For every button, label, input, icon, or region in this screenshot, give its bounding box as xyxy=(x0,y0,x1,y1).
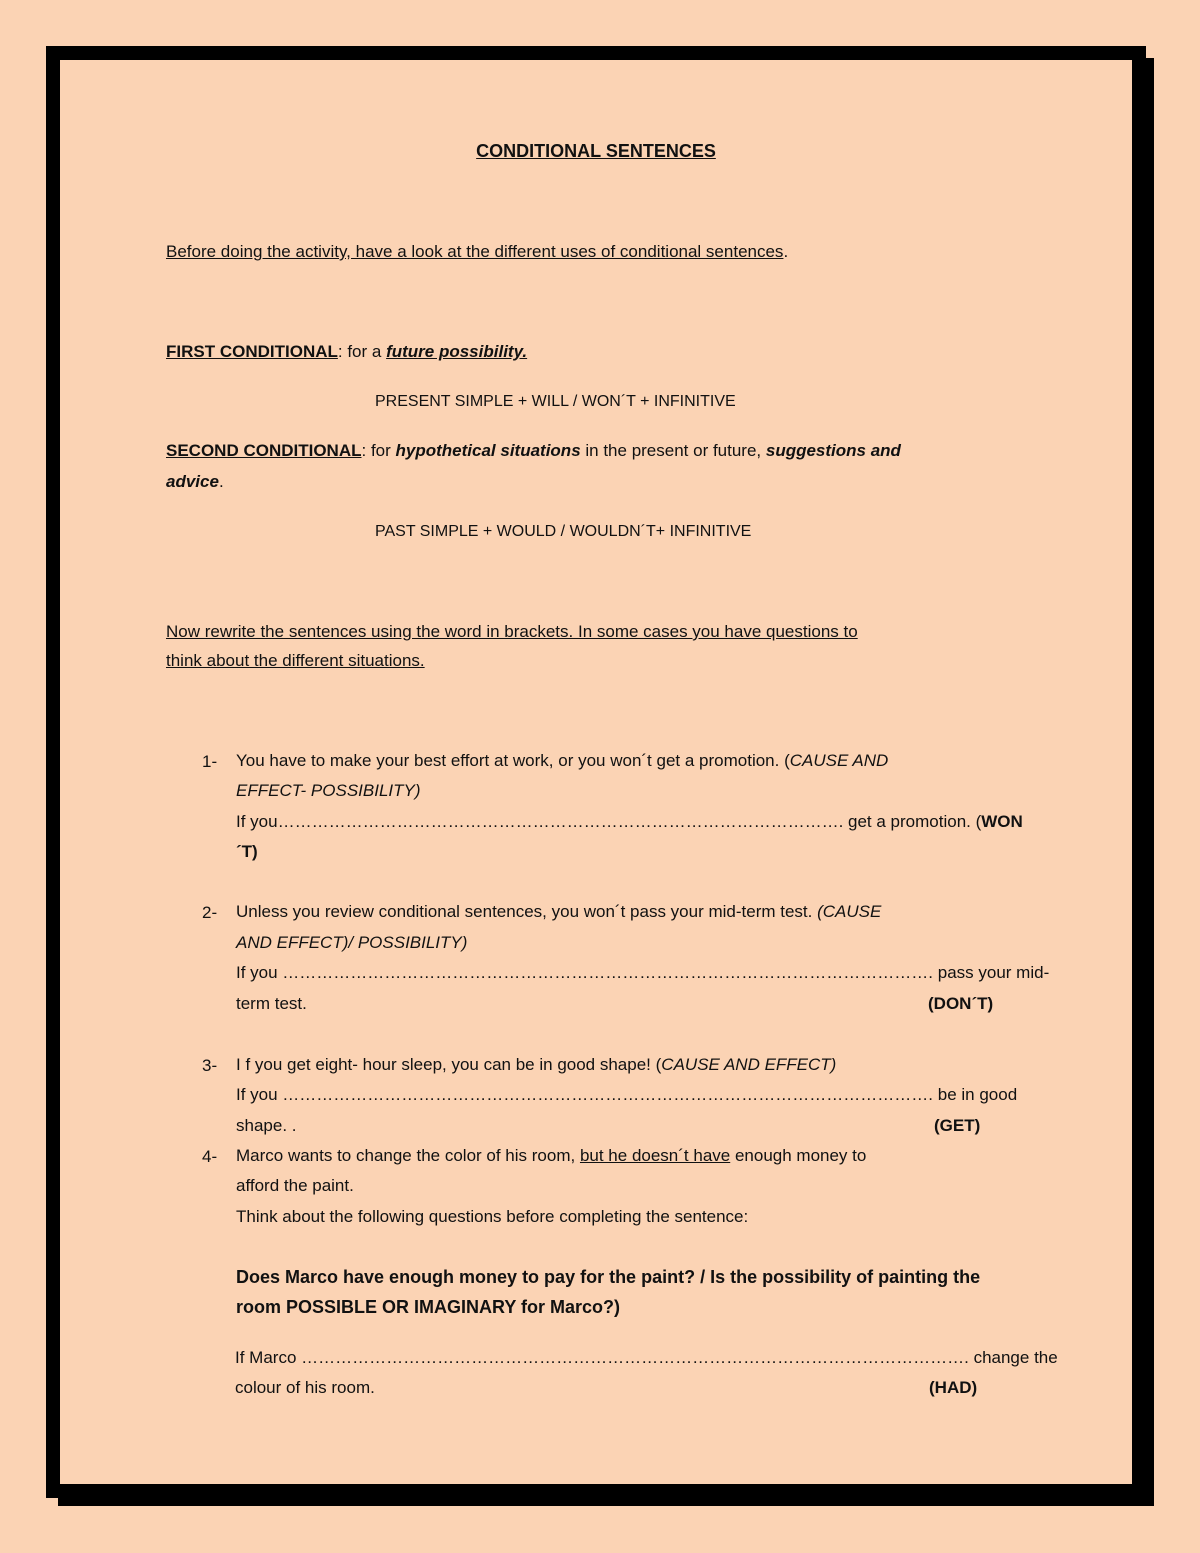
instructions-line-1: Now rewrite the sentences using the word in brackets. In some cases you have questions to xyxy=(166,622,858,641)
exercise-4-question-2: room POSSIBLE OR IMAGINARY for Marco?) xyxy=(236,1297,621,1317)
exercise-1-answer[interactable]: If you………………………………………………………………………………………. get a promotion. (WON xyxy=(236,812,1023,831)
exercise-4-word: (HAD) xyxy=(929,1378,978,1397)
exercise-1-prompt-2: EFFECT- POSSIBILITY) xyxy=(236,781,421,800)
exercise-4-number: 4- xyxy=(202,1147,218,1166)
exercise-3-answer[interactable]: If you ……………………………………………………………………………………………………. be in good xyxy=(236,1085,1018,1104)
second-conditional-label: SECOND CONDITIONAL xyxy=(166,441,362,460)
exercise-3-prompt: I f you get eight- hour sleep, you can be in good shape! (CAUSE AND EFFECT) xyxy=(236,1055,837,1074)
second-conditional-line-2: advice. xyxy=(166,472,224,491)
exercise-4-prompt: Marco wants to change the color of his room, but he doesn´t have enough money to xyxy=(236,1146,867,1165)
exercise-4-answer[interactable]: If Marco ………………………………………………………………………………………………………. change the xyxy=(235,1348,1058,1367)
intro-text: Before doing the activity, have a look at the different uses of conditional sentences. xyxy=(166,242,789,261)
document-page xyxy=(46,46,1146,1498)
exercise-3-word: (GET) xyxy=(934,1116,981,1135)
page-title: CONDITIONAL SENTENCES xyxy=(476,141,716,161)
exercise-4-answer-cont: colour of his room. xyxy=(235,1378,375,1397)
exercise-3-answer-cont: shape. . xyxy=(236,1116,297,1135)
exercise-2-answer-cont: term test. xyxy=(236,994,307,1013)
exercise-1-prompt: You have to make your best effort at work, or you won´t get a promotion. (CAUSE AND xyxy=(236,751,889,770)
exercise-4-instruction: Think about the following questions before completing the sentence: xyxy=(236,1207,749,1226)
second-conditional-formula: PAST SIMPLE + WOULD / WOULDN´T+ INFINITIVE xyxy=(375,523,752,540)
first-conditional-line: FIRST CONDITIONAL: for a future possibility. xyxy=(166,342,528,361)
second-conditional-line: SECOND CONDITIONAL: for hypothetical situations in the present or future, suggestions and xyxy=(166,441,901,460)
exercise-2-answer[interactable]: If you ……………………………………………………………………………………………………. pass your mid- xyxy=(236,963,1050,982)
exercise-2-number: 2- xyxy=(202,903,218,922)
exercise-2-prompt: Unless you review conditional sentences, you won´t pass your mid-term test. (CAUSE xyxy=(236,902,882,921)
exercise-1-answer-cont: ´T) xyxy=(236,842,258,861)
first-conditional-label: FIRST CONDITIONAL xyxy=(166,342,338,361)
exercise-4-question-1: Does Marco have enough money to pay for the paint? / Is the possibility of painting the xyxy=(236,1267,981,1287)
exercise-4-prompt-2: afford the paint. xyxy=(236,1176,354,1195)
exercise-2-prompt-2: AND EFFECT)/ POSSIBILITY) xyxy=(236,933,468,952)
instructions-line-2: think about the different situations. xyxy=(166,651,425,670)
exercise-2-word: (DON´T) xyxy=(928,994,994,1013)
exercise-3-number: 3- xyxy=(202,1056,218,1075)
exercise-1-number: 1- xyxy=(202,752,218,771)
first-conditional-formula: PRESENT SIMPLE + WILL / WON´T + INFINITIVE xyxy=(375,393,736,410)
